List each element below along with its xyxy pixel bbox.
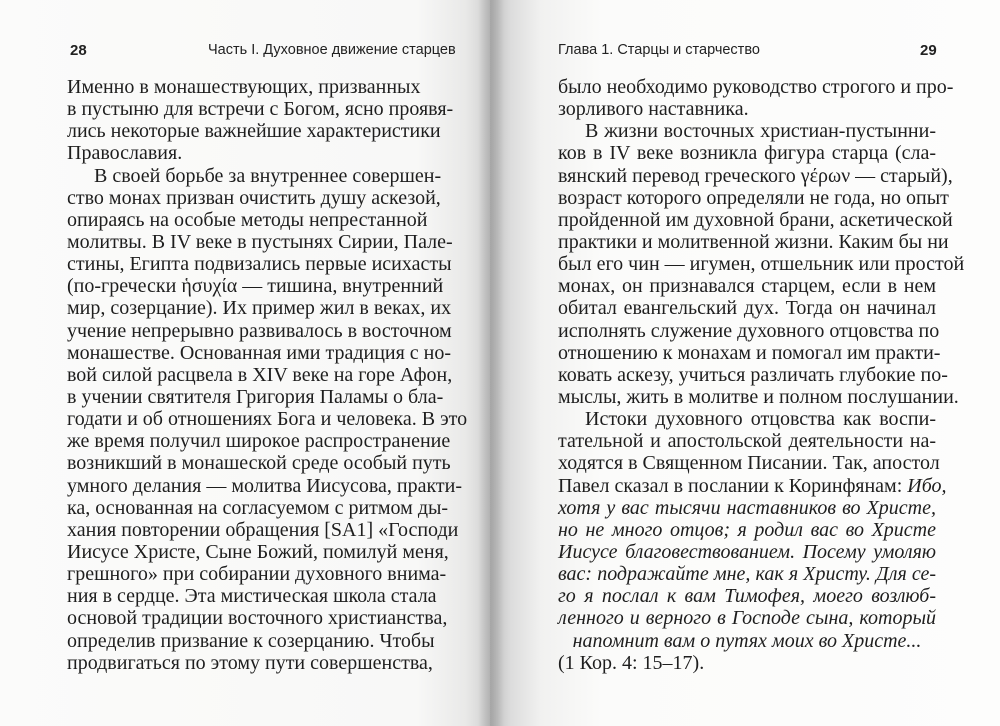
left-running-head: Часть I. Духовное движение старцев: [208, 42, 456, 58]
text-line: но не много отцов; я родил вас во Христе: [558, 518, 936, 541]
text-line: Иисусе благовествованием. Посему умоляю: [558, 540, 936, 563]
text-line: продвигаться по этому пути совершенства,: [67, 651, 433, 674]
text-line: Иисусе Христе, Сыне Божий, помилуй меня,: [67, 540, 449, 563]
text-line: опираясь на особые методы непрестанной: [67, 208, 428, 231]
text-line: было необходимо руководство строгого и про-: [558, 76, 954, 98]
text-line: Павел сказал в послании к Коринфянам: Ибо,: [558, 474, 947, 497]
text-line: го я послал к вам Тимофея, моего возлюб-: [558, 585, 936, 608]
left-page: [0, 0, 490, 726]
text-line: хотя у вас тысячи наставников во Христе,: [558, 496, 936, 519]
text-line: годати и об отношениях Бога и человека. В это: [67, 408, 468, 431]
text-line: был его чин — игумен, отшельник или простой: [558, 253, 965, 276]
text-line: вянский перевод греческого γέρων — старый),: [558, 164, 953, 187]
text-line: мыслы, жить в молитве и полном послушании.: [558, 385, 959, 408]
text-line: ка, основанная на согласуемом с ритмом ды-: [67, 496, 449, 519]
text-line: монах, он признавался старцем, если в нем: [558, 275, 936, 298]
text-line: учение непрерывно развивалось в восточном: [67, 319, 452, 342]
text-line: ство монах призван очистить душу аскезой,: [67, 186, 441, 209]
right-page: [490, 0, 1000, 726]
text-line: возраст которого определяли не года, но опыт: [558, 186, 949, 209]
text-line: практики и молитвенной жизни. Каким бы ни: [558, 230, 949, 253]
text-line: ленного и верного в Господе сына, который: [558, 607, 936, 630]
text-line: исполнять служение духовного отцовства по: [558, 319, 940, 342]
text-line: ков в IV веке возникла фигура старца (сла-: [558, 142, 936, 165]
right-running-head: Глава 1. Старцы и старчество: [558, 42, 760, 58]
text-line: зорливого наставника.: [558, 98, 749, 121]
text-line: пройденной им духовной брани, аскетической: [558, 208, 953, 231]
left-body-text: [67, 76, 468, 674]
right-page-number: 29: [920, 42, 937, 59]
text-line: мир, созерцание). Их пример жил в веках, их: [67, 297, 452, 320]
text-line: стины, Египта подвизались первые исихасты: [67, 253, 452, 276]
text-line: в учении святителя Григория Паламы о бла-: [67, 385, 444, 408]
text-line: ковать аскезу, учиться различать глубокие по-: [558, 363, 948, 386]
text-line: В своей борьбе за внутреннее совершен-: [94, 164, 442, 187]
text-line: же время получил широкое распространение: [67, 430, 451, 453]
right-body-text: [558, 76, 965, 674]
text-line: напомнит вам о путях моих во Христе...: [572, 629, 922, 652]
text-line: Истоки духовного отцовства как воспи-: [585, 408, 936, 431]
text-line: (по-гречески ἡσυχία — тишина, внутренний: [67, 275, 444, 298]
text-line: вой силой расцвела в XIV веке на горе Афон,: [67, 363, 453, 386]
text-line: основой традиции восточного христианства,: [67, 607, 448, 630]
text-line: обитал евангельский дух. Тогда он начинал: [558, 297, 936, 320]
text-line: в пустыню для встречи с Богом, ясно проявя-: [67, 98, 454, 121]
text-line: ния в сердце. Эта мистическая школа стала: [67, 585, 437, 608]
text-line: хания повторении обращения [SA1] «Господи: [67, 518, 459, 541]
text-line: монашестве. Основанная ими традиция с но-: [67, 341, 452, 364]
text-line: молитвы. В IV веке в пустынях Сирии, Пале-: [67, 230, 453, 253]
text-line: тательной и апостольской деятельности на-: [558, 430, 936, 453]
text-line: лись некоторые важнейшие характеристики: [67, 120, 441, 143]
text-line: возникший в монашеской среде особый путь: [67, 452, 451, 475]
text-line: вас: подражайте мне, как я Христу. Для се-: [558, 563, 936, 586]
text-line: определив призвание к созерцанию. Чтобы: [67, 629, 435, 652]
text-line: Именно в монашествующих, призванных: [67, 76, 421, 98]
text-line: В жизни восточных христиан-пустынни-: [585, 120, 936, 143]
text-line: Православия.: [67, 142, 183, 165]
text-line: грешного» при собирании духовного внима-: [67, 563, 447, 586]
book-gutter: [478, 0, 504, 726]
text-line: умного делания — молитва Иисусова, практи-: [67, 474, 463, 497]
text-line: (1 Кор. 4: 15–17).: [558, 651, 705, 674]
left-page-number: 28: [70, 42, 87, 59]
text-line: отношению к монахам и помогал им практи-: [558, 341, 941, 364]
text-line: ходятся в Священном Писании. Так, апостол: [558, 452, 940, 475]
